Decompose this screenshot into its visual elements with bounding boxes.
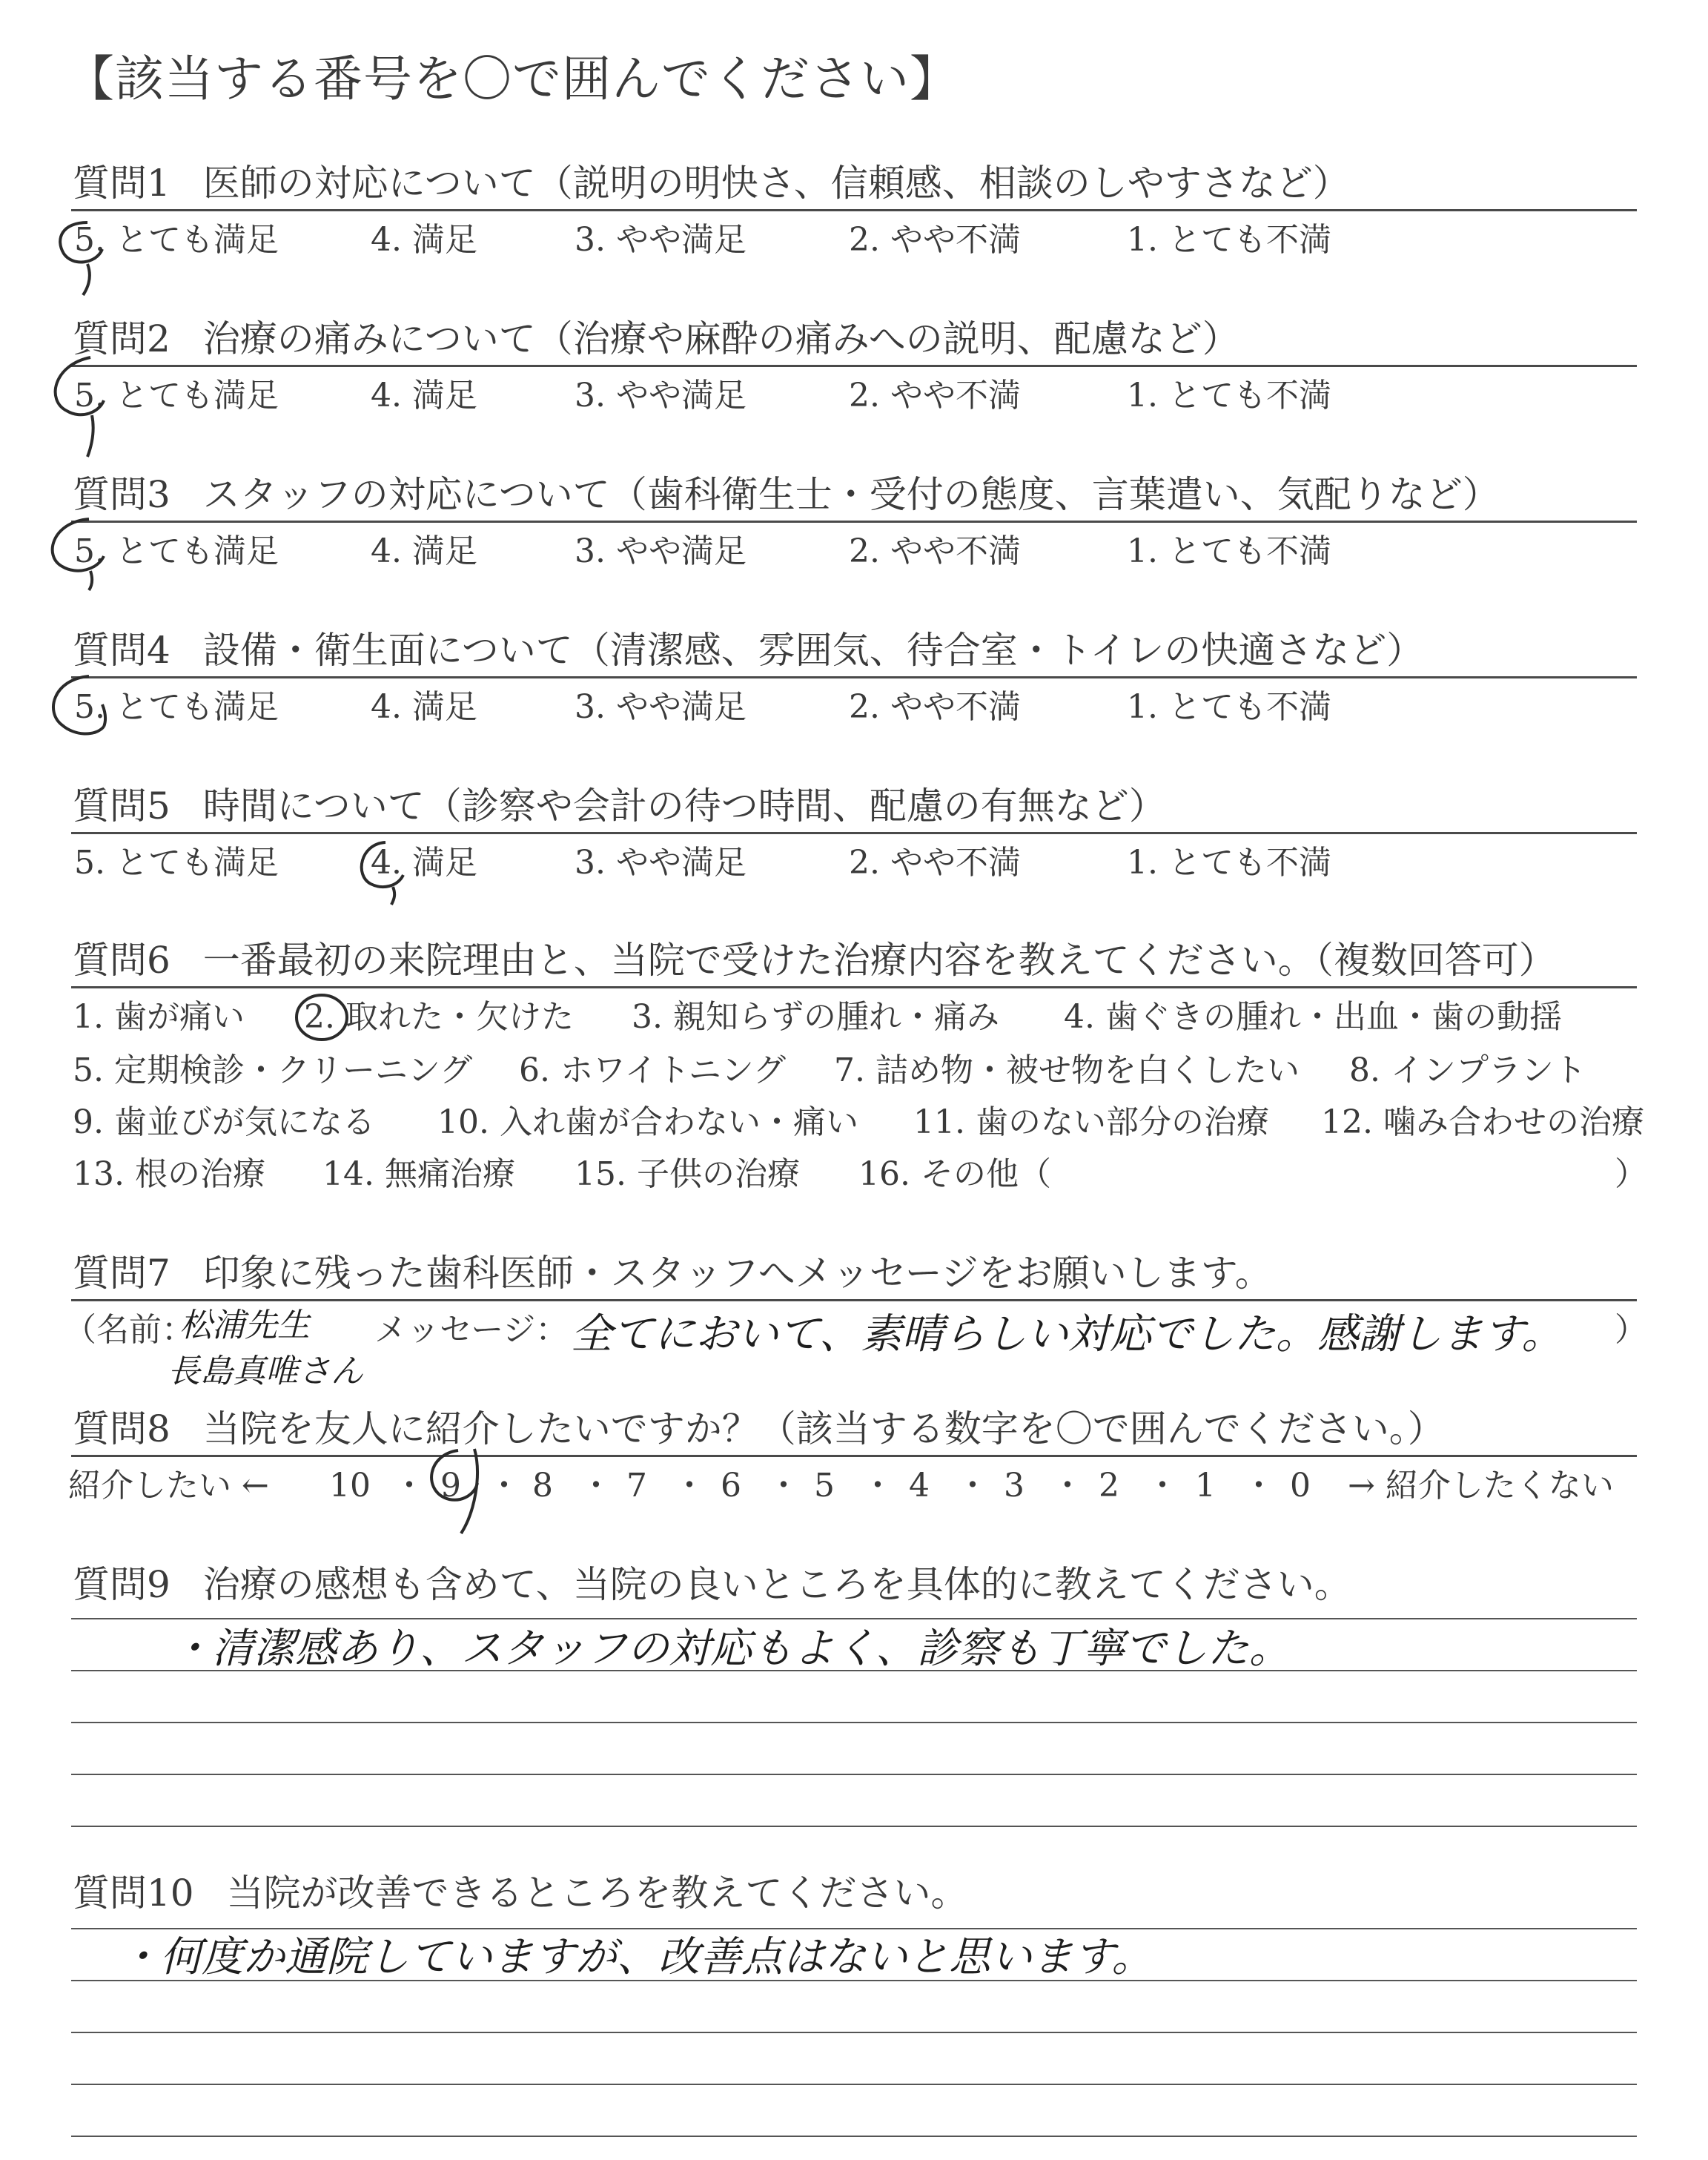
q7-message-handwritten: 全てにおいて、素晴らしい対応でした。感謝します。 <box>571 1310 1563 1358</box>
q7-name-handwritten-1: 松浦先生 <box>179 1307 310 1344</box>
q8-left-label: 紹介したい ← <box>68 1467 269 1505</box>
q4-option-1[interactable]: 1. とても不満 <box>1127 688 1331 726</box>
q2-option-3[interactable]: 3. やや満足 <box>575 377 747 415</box>
question-10-text: 当院が改善できるところを教えてください。 <box>226 1872 968 1915</box>
question-1-text: 医師の対応について（説明の明快さ、信頼感、相談のしやすさなど） <box>202 162 1350 205</box>
q6-option-14[interactable]: 14. 無痛治療 <box>322 1155 515 1193</box>
q1-option-4[interactable]: 4. 満足 <box>371 221 477 259</box>
q6-option-6[interactable]: 6. ホワイトニング <box>519 1051 787 1089</box>
q1-option-1[interactable]: 1. とても不満 <box>1127 221 1331 259</box>
question-7-label: 質問7 <box>73 1252 171 1295</box>
q8-scale-9[interactable]: 9 <box>440 1467 461 1505</box>
q3-option-4[interactable]: 4. 満足 <box>371 532 477 570</box>
q5-option-5[interactable]: 5. とても満足 <box>74 844 279 882</box>
question-9-text: 治療の感想も含めて、当院の良いところを具体的に教えてください。 <box>202 1563 1351 1606</box>
q4-option-3[interactable]: 3. やや満足 <box>575 688 747 726</box>
q6-option-11[interactable]: 11. 歯のない部分の治療 <box>913 1103 1269 1141</box>
q6-option-12[interactable]: 12. 噛み合わせの治療 <box>1321 1103 1644 1141</box>
q6-option-4[interactable]: 4. 歯ぐきの腫れ・出血・歯の動揺 <box>1064 998 1562 1036</box>
q8-right-label: → 紹介したくない <box>1348 1467 1614 1505</box>
q8-selection-circle <box>431 1449 477 1533</box>
q8-sep-9: ・ <box>1146 1467 1179 1505</box>
q8-scale-3[interactable]: 3 <box>1004 1467 1025 1505</box>
q2-option-4[interactable]: 4. 満足 <box>371 377 477 415</box>
question-5-label: 質問5 <box>73 785 171 828</box>
q6-option-8[interactable]: 8. インプラント <box>1349 1051 1586 1089</box>
q8-sep-2: ・ <box>488 1467 520 1505</box>
q3-option-1[interactable]: 1. とても不満 <box>1127 532 1331 570</box>
q6-option-1[interactable]: 1. 歯が痛い <box>73 998 245 1036</box>
question-6-label: 質問6 <box>73 939 171 982</box>
q6-option-13[interactable]: 13. 根の治療 <box>73 1155 265 1193</box>
q4-option-5[interactable]: 5. とても満足 <box>74 688 279 726</box>
q10-answer-handwritten[interactable]: ・何度か通院していますが、改善点はないと思います。 <box>119 1933 1153 1981</box>
q8-sep-4: ・ <box>673 1467 706 1505</box>
q6-option-3[interactable]: 3. 親知らずの腫れ・痛み <box>632 998 999 1036</box>
q8-scale-8[interactable]: 8 <box>532 1467 553 1505</box>
q6-option-15[interactable]: 15. 子供の治療 <box>575 1155 800 1193</box>
q8-scale-2[interactable]: 2 <box>1099 1467 1119 1505</box>
q2-option-1[interactable]: 1. とても不満 <box>1127 377 1331 415</box>
q4-selection-circle <box>53 676 105 734</box>
q8-scale-6[interactable]: 6 <box>721 1467 741 1505</box>
q6-option-7[interactable]: 7. 詰め物・被せ物を白くしたい <box>834 1051 1300 1089</box>
q8-sep-7: ・ <box>956 1467 989 1505</box>
q8-sep-3: ・ <box>580 1467 612 1505</box>
q2-selection-circle <box>56 357 104 457</box>
q6-option-10[interactable]: 10. 入れ歯が合わない・痛い <box>437 1103 858 1141</box>
question-10-label: 質問10 <box>73 1872 194 1915</box>
q1-option-5[interactable]: 5. とても満足 <box>74 221 279 259</box>
question-4-label: 質問4 <box>73 629 171 672</box>
q9-answer-handwritten[interactable]: ・清潔感あり、スタッフの対応もよく、診察も丁寧でした。 <box>171 1625 1291 1673</box>
question-3-label: 質問3 <box>73 473 171 516</box>
question-1-label: 質問1 <box>73 162 171 205</box>
q7-message-label: メッセージ： <box>374 1311 569 1349</box>
q6-option-9[interactable]: 9. 歯並びが気になる <box>73 1103 375 1141</box>
q6-option-5[interactable]: 5. 定期検診・クリーニング <box>73 1051 473 1089</box>
q5-option-1[interactable]: 1. とても不満 <box>1127 844 1331 882</box>
q8-scale-10[interactable]: 10 <box>329 1467 371 1505</box>
q6-option-16-close: ） <box>1615 1155 1647 1193</box>
q8-sep-1: ・ <box>393 1467 426 1505</box>
q5-selection-circle <box>362 842 403 905</box>
question-9-label: 質問9 <box>73 1563 171 1606</box>
question-3-text: スタッフの対応について（歯科衛生士・受付の態度、言葉遣い、気配りなど） <box>202 473 1500 516</box>
question-2-label: 質問2 <box>73 317 171 360</box>
q7-name-label: （名前： <box>64 1311 194 1349</box>
q6-option-16[interactable]: 16. その他（ <box>858 1155 1051 1193</box>
q8-sep-10: ・ <box>1242 1467 1275 1505</box>
question-8-label: 質問8 <box>73 1407 171 1450</box>
q6-option-2-selection-circle <box>297 995 347 1040</box>
question-8-text: 当院を友人に紹介したいですか？（該当する数字を〇で囲んでください。） <box>202 1407 1445 1450</box>
q3-selection-circle <box>53 519 104 590</box>
q8-scale-1[interactable]: 1 <box>1195 1467 1216 1505</box>
question-4-text: 設備・衛生面について（清潔感、雰囲気、待合室・トイレの快適さなど） <box>202 629 1424 672</box>
q1-option-3[interactable]: 3. やや満足 <box>575 221 747 259</box>
q6-option-2[interactable]: 2. 取れた・欠けた <box>304 998 574 1036</box>
q1-selection-circle <box>60 222 102 295</box>
q3-option-5[interactable]: 5. とても満足 <box>74 532 279 570</box>
q3-option-3[interactable]: 3. やや満足 <box>575 532 747 570</box>
q7-close-paren: ） <box>1615 1311 1647 1349</box>
q2-option-5[interactable]: 5. とても満足 <box>74 377 279 415</box>
q8-scale-0[interactable]: 0 <box>1290 1467 1311 1505</box>
q8-sep-5: ・ <box>767 1467 800 1505</box>
q8-scale-7[interactable]: 7 <box>626 1467 647 1505</box>
q8-scale-5[interactable]: 5 <box>814 1467 835 1505</box>
question-7-text: 印象に残った歯科医師・スタッフへメッセージをお願いします。 <box>202 1252 1272 1295</box>
question-2-text: 治療の痛みについて（治療や麻酔の痛みへの説明、配慮など） <box>202 317 1239 360</box>
q3-option-2[interactable]: 2. やや不満 <box>849 532 1021 570</box>
q4-option-4[interactable]: 4. 満足 <box>371 688 477 726</box>
q8-scale-4[interactable]: 4 <box>909 1467 930 1505</box>
q8-sep-6: ・ <box>861 1467 894 1505</box>
q7-name-handwritten-2: 長島真唯さん <box>168 1353 363 1390</box>
q8-sep-8: ・ <box>1051 1467 1084 1505</box>
question-5-text: 時間について（診察や会計の待つ時間、配慮の有無など） <box>202 785 1166 828</box>
q5-option-4[interactable]: 4. 満足 <box>371 844 477 882</box>
q2-option-2[interactable]: 2. やや不満 <box>849 377 1021 415</box>
question-6-text: 一番最初の来院理由と、当院で受けた治療内容を教えてください。（複数回答可） <box>202 939 1556 982</box>
q5-option-2[interactable]: 2. やや不満 <box>849 844 1021 882</box>
q4-option-2[interactable]: 2. やや不満 <box>849 688 1021 726</box>
q1-option-2[interactable]: 2. やや不満 <box>849 221 1021 259</box>
q5-option-3[interactable]: 3. やや満足 <box>575 844 747 882</box>
form-title: 【該当する番号を〇で囲んでください】 <box>65 50 959 108</box>
